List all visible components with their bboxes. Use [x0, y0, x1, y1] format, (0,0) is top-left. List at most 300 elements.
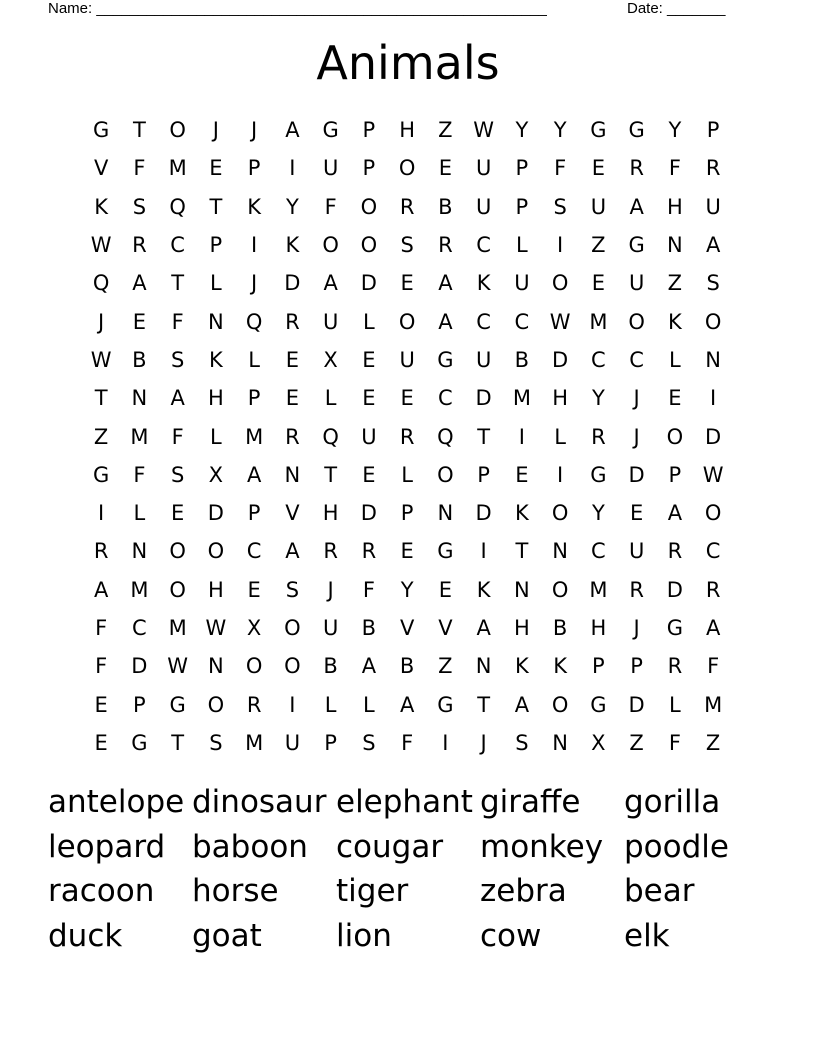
grid-letter: R — [93, 539, 109, 564]
grid-letter: Z — [591, 233, 606, 258]
grid-letter: E — [362, 347, 376, 372]
grid-letter: P — [133, 692, 146, 717]
word-list-item: elk — [624, 918, 670, 955]
grid-letter: K — [476, 271, 491, 296]
grid-letter: W — [90, 233, 112, 258]
grid-letter: E — [285, 347, 300, 372]
grid-letter: A — [323, 271, 338, 296]
grid-letter: P — [630, 654, 643, 679]
grid-letter: L — [669, 692, 681, 717]
grid-letter: B — [323, 654, 338, 679]
grid-letter: Q — [322, 424, 339, 449]
grid-letter: Y — [591, 501, 605, 526]
grid-letter: S — [400, 233, 414, 258]
grid-letter: R — [361, 539, 377, 564]
word-list-item: elephant — [336, 784, 473, 820]
grid-letter: G — [169, 692, 186, 717]
grid-letter: V — [93, 156, 109, 181]
grid-letter: E — [400, 386, 414, 411]
grid-letter: A — [93, 577, 109, 602]
grid-letter: G — [666, 616, 684, 640]
grid-letter: A — [705, 233, 721, 258]
grid-letter: W — [167, 654, 188, 679]
grid-letter: J — [633, 616, 640, 640]
grid-letter: Y — [591, 386, 605, 411]
word-list-item: goat — [192, 918, 262, 955]
grid-letter: O — [398, 156, 416, 181]
grid-letter: E — [94, 730, 108, 755]
grid-letter: F — [95, 654, 108, 679]
grid-letter: Q — [169, 194, 186, 219]
grid-letter: O — [551, 577, 569, 602]
grid-letter: O — [360, 233, 378, 258]
date-field-label: Date: _______ — [627, 0, 726, 17]
grid-letter: P — [400, 501, 414, 526]
grid-letter: H — [513, 616, 530, 640]
grid-letter: L — [363, 692, 375, 717]
grid-letter: B — [552, 616, 568, 640]
grid-letter: J — [633, 424, 640, 449]
grid-letter: I — [557, 462, 564, 487]
grid-letter: U — [399, 347, 415, 372]
grid-letter: O — [398, 309, 416, 334]
grid-letter: C — [170, 233, 185, 258]
grid-letter: T — [477, 424, 491, 449]
grid-letter: J — [480, 730, 487, 755]
letter-grid — [82, 111, 732, 762]
grid-letter: J — [633, 386, 640, 411]
grid-letter: V — [399, 616, 415, 640]
grid-letter: V — [285, 501, 300, 526]
grid-letter: E — [438, 156, 453, 181]
grid-row — [82, 724, 732, 762]
grid-letter: O — [551, 501, 569, 526]
grid-letter: J — [251, 271, 258, 296]
word-list-item: monkey — [480, 828, 604, 865]
grid-letter: O — [284, 616, 301, 640]
word-list-item: racoon — [48, 873, 155, 910]
grid-letter: E — [94, 692, 108, 717]
grid-letter: T — [132, 118, 146, 143]
grid-letter: E — [668, 386, 682, 411]
grid-letter: D — [475, 501, 492, 526]
grid-letter: R — [591, 424, 606, 449]
grid-letter: M — [245, 424, 264, 449]
grid-letter: C — [591, 539, 606, 564]
grid-letter: U — [628, 271, 645, 296]
grid-letter: J — [251, 118, 258, 143]
grid-letter: K — [208, 347, 223, 372]
grid-letter: W — [702, 462, 724, 487]
grid-letter: E — [400, 271, 414, 296]
grid-letter: U — [705, 194, 721, 219]
grid-letter: H — [322, 501, 339, 526]
grid-letter: J — [98, 309, 105, 334]
grid-letter: R — [132, 233, 147, 258]
grid-row — [82, 456, 732, 494]
grid-letter: Z — [667, 271, 683, 296]
grid-letter: U — [322, 616, 339, 640]
grid-letter: L — [669, 347, 681, 372]
grid-letter: F — [133, 156, 146, 181]
grid-letter: O — [628, 309, 645, 334]
grid-letter: G — [590, 118, 607, 143]
grid-letter: X — [246, 616, 262, 640]
grid-letter: Y — [400, 577, 414, 602]
grid-letter: E — [515, 462, 529, 487]
grid-letter: T — [209, 194, 223, 219]
grid-letter: I — [557, 233, 564, 258]
grid-letter: M — [130, 577, 149, 602]
grid-letter: S — [132, 194, 147, 219]
grid-letter: B — [132, 347, 147, 372]
grid-letter: O — [704, 309, 722, 334]
grid-letter: Z — [438, 118, 453, 143]
grid-row — [82, 685, 732, 723]
grid-letter: R — [399, 424, 415, 449]
grid-letter: U — [284, 730, 301, 755]
grid-letter: Q — [245, 309, 263, 334]
grid-letter: Y — [515, 118, 529, 143]
grid-letter: X — [323, 347, 338, 372]
grid-letter: U — [475, 347, 492, 372]
grid-letter: X — [208, 462, 224, 487]
grid-letter: D — [705, 424, 722, 449]
grid-letter: P — [592, 654, 605, 679]
grid-letter: M — [512, 386, 531, 411]
grid-letter: T — [477, 692, 491, 717]
grid-letter: W — [473, 118, 494, 143]
grid-letter: C — [705, 539, 721, 564]
grid-letter: O — [207, 539, 225, 564]
grid-letter: K — [667, 309, 682, 334]
grid-letter: A — [132, 271, 147, 296]
grid-letter: X — [591, 730, 606, 755]
grid-letter: R — [438, 233, 453, 258]
grid-letter: Y — [553, 118, 567, 143]
grid-letter: W — [549, 309, 571, 334]
grid-letter: R — [246, 692, 262, 717]
grid-letter: A — [476, 616, 491, 640]
grid-letter: U — [590, 194, 607, 219]
grid-letter: F — [707, 654, 720, 679]
word-list-item: leopard — [48, 828, 166, 865]
grid-row — [82, 149, 732, 187]
grid-letter: M — [589, 577, 608, 602]
word-list-item: tiger — [336, 873, 409, 910]
grid-letter: T — [324, 462, 338, 487]
grid-letter: L — [324, 386, 337, 411]
grid-letter: N — [284, 462, 301, 487]
word-list-item: poodle — [624, 828, 729, 865]
grid-letter: Z — [438, 654, 453, 679]
grid-letter: Z — [705, 730, 721, 755]
grid-letter: N — [667, 233, 683, 258]
grid-letter: G — [437, 692, 454, 717]
grid-row — [82, 571, 732, 609]
grid-letter: N — [475, 654, 492, 679]
grid-letter: O — [169, 118, 186, 143]
word-list — [48, 782, 768, 961]
grid-letter: H — [399, 118, 416, 143]
grid-row — [82, 532, 732, 570]
grid-letter: M — [245, 730, 264, 755]
grid-letter: R — [667, 654, 683, 679]
grid-letter: A — [170, 386, 185, 411]
grid-row — [82, 609, 732, 647]
grid-letter: L — [210, 271, 222, 296]
grid-letter: D — [475, 386, 492, 411]
grid-letter: S — [706, 271, 720, 296]
grid-letter: F — [554, 156, 567, 181]
grid-letter: G — [590, 462, 607, 487]
grid-letter: G — [92, 118, 110, 143]
grid-letter: V — [438, 616, 453, 640]
grid-row — [82, 417, 732, 455]
grid-row — [82, 226, 732, 264]
grid-letter: G — [322, 118, 339, 143]
grid-letter: D — [360, 501, 377, 526]
grid-letter: O — [551, 271, 569, 296]
grid-row — [82, 379, 732, 417]
grid-letter: N — [514, 577, 530, 602]
grid-letter: L — [133, 501, 146, 526]
grid-letter: A — [246, 462, 262, 487]
grid-letter: R — [629, 577, 644, 602]
grid-letter: P — [247, 386, 261, 411]
grid-letter: D — [666, 577, 683, 602]
word-list-item: zebra — [480, 873, 567, 910]
grid-letter: S — [170, 462, 185, 487]
grid-letter: A — [705, 616, 721, 640]
grid-letter: I — [289, 156, 296, 181]
grid-letter: R — [285, 309, 300, 334]
grid-letter: O — [284, 654, 301, 679]
grid-letter: G — [628, 233, 645, 258]
grid-letter: N — [131, 386, 148, 411]
word-list-item: giraffe — [480, 784, 581, 820]
grid-letter: G — [590, 692, 607, 717]
grid-letter: I — [710, 386, 717, 411]
grid-letter: H — [666, 194, 683, 219]
grid-letter: K — [285, 233, 300, 258]
grid-letter: G — [131, 730, 148, 755]
grid-letter: E — [362, 462, 376, 487]
grid-letter: Q — [437, 424, 454, 449]
grid-letter: M — [168, 616, 187, 640]
grid-letter: J — [327, 577, 334, 602]
word-list-item: dinosaur — [192, 784, 327, 820]
grid-letter: U — [514, 271, 530, 296]
grid-letter: P — [247, 156, 261, 181]
grid-letter: R — [285, 424, 300, 449]
grid-letter: U — [475, 194, 492, 219]
grid-letter: W — [90, 347, 112, 372]
grid-letter: A — [514, 692, 530, 717]
grid-letter: F — [171, 424, 184, 449]
grid-letter: R — [629, 156, 644, 181]
grid-letter: E — [132, 309, 147, 334]
grid-letter: D — [628, 462, 645, 487]
grid-letter: I — [98, 501, 105, 526]
grid-letter: E — [438, 577, 453, 602]
grid-letter: D — [284, 271, 301, 296]
grid-letter: O — [245, 654, 263, 679]
grid-letter: A — [438, 271, 453, 296]
grid-letter: P — [515, 194, 529, 219]
grid-letter: L — [363, 309, 375, 334]
grid-letter: O — [360, 194, 378, 219]
grid-letter: M — [589, 309, 608, 334]
grid-letter: M — [130, 424, 149, 449]
grid-letter: Y — [285, 194, 299, 219]
grid-letter: C — [476, 309, 491, 334]
grid-letter: N — [552, 539, 568, 564]
grid-letter: E — [591, 156, 606, 181]
word-list-item: bear — [624, 873, 695, 910]
grid-letter: B — [514, 347, 530, 372]
word-list-item: duck — [48, 918, 123, 955]
grid-letter: L — [210, 424, 222, 449]
grid-letter: K — [247, 194, 262, 219]
grid-letter: N — [208, 654, 224, 679]
grid-letter: A — [438, 309, 453, 334]
grid-letter: A — [285, 539, 300, 564]
name-field-label: Name: ______________________________________________________ — [48, 0, 547, 17]
grid-letter: C — [246, 539, 262, 564]
grid-letter: K — [553, 654, 568, 679]
grid-letter: N — [208, 309, 224, 334]
grid-letter: G — [92, 462, 110, 487]
grid-letter: E — [591, 271, 606, 296]
grid-letter: L — [248, 347, 260, 372]
word-list-item: gorilla — [624, 784, 721, 820]
grid-letter: O — [322, 233, 339, 258]
grid-letter: O — [666, 424, 684, 449]
grid-letter: O — [437, 462, 454, 487]
grid-row — [82, 341, 732, 379]
grid-letter: S — [209, 730, 223, 755]
grid-letter: N — [437, 501, 454, 526]
grid-letter: T — [515, 539, 529, 564]
grid-letter: N — [131, 539, 148, 564]
grid-letter: A — [285, 118, 300, 143]
grid-letter: R — [705, 577, 721, 602]
grid-letter: F — [668, 156, 681, 181]
grid-letter: W — [205, 616, 227, 640]
grid-row — [82, 111, 732, 149]
grid-letter: N — [552, 730, 568, 755]
grid-letter: F — [401, 730, 414, 755]
grid-letter: B — [399, 654, 415, 679]
grid-letter: O — [169, 577, 186, 602]
grid-letter: S — [170, 347, 185, 372]
word-list-item: horse — [192, 873, 279, 910]
grid-letter: U — [475, 156, 492, 181]
grid-letter: G — [437, 539, 454, 564]
grid-letter: F — [171, 309, 184, 334]
grid-letter: R — [667, 539, 683, 564]
grid-letter: F — [133, 462, 146, 487]
grid-letter: Z — [629, 730, 644, 755]
grid-letter: K — [94, 194, 109, 219]
grid-letter: O — [704, 501, 722, 526]
grid-letter: H — [207, 386, 224, 411]
grid-letter: D — [628, 692, 645, 717]
grid-letter: K — [514, 501, 529, 526]
grid-letter: F — [362, 577, 375, 602]
grid-letter: O — [169, 539, 186, 564]
grid-letter: D — [360, 271, 377, 296]
grid-letter: P — [706, 118, 720, 143]
grid-letter: B — [361, 616, 377, 640]
grid-letter: U — [361, 424, 377, 449]
grid-letter: M — [704, 692, 723, 717]
grid-letter: C — [514, 309, 530, 334]
grid-letter: P — [324, 730, 337, 755]
word-list-item: baboon — [192, 828, 308, 865]
grid-letter: I — [289, 692, 296, 717]
grid-letter: F — [95, 616, 108, 640]
grid-letter: R — [323, 539, 338, 564]
grid-letter: Y — [668, 118, 682, 143]
grid-letter: S — [515, 730, 529, 755]
header — [48, 0, 748, 18]
grid-letter: F — [324, 194, 337, 219]
grid-letter: P — [668, 462, 682, 487]
grid-letter: I — [480, 539, 487, 564]
grid-letter: E — [170, 501, 185, 526]
word-list-item: lion — [336, 918, 392, 955]
grid-letter: O — [207, 692, 225, 717]
grid-letter: D — [131, 654, 148, 679]
grid-letter: T — [94, 386, 108, 411]
grid-letter: E — [400, 539, 414, 564]
grid-letter: R — [399, 194, 415, 219]
grid-letter: S — [362, 730, 376, 755]
grid-row — [82, 494, 732, 532]
grid-row — [82, 647, 732, 685]
grid-letter: K — [476, 577, 491, 602]
grid-letter: E — [629, 501, 644, 526]
grid-letter: H — [590, 616, 607, 640]
grid-letter: I — [442, 730, 449, 755]
grid-letter: D — [552, 347, 569, 372]
grid-letter: K — [514, 654, 529, 679]
grid-letter: B — [438, 194, 453, 219]
grid-letter: G — [437, 347, 454, 372]
grid-letter: O — [551, 692, 569, 717]
grid-letter: C — [591, 347, 606, 372]
grid-letter: R — [705, 156, 721, 181]
grid-letter: L — [401, 462, 413, 487]
word-list-item: cow — [480, 918, 542, 955]
grid-letter: E — [285, 386, 300, 411]
grid-letter: E — [247, 577, 261, 602]
grid-letter: A — [399, 692, 415, 717]
grid-letter: P — [209, 233, 223, 258]
grid-letter: T — [171, 730, 185, 755]
grid-letter: J — [212, 118, 219, 143]
grid-letter: L — [324, 692, 337, 717]
word-list-item: cougar — [336, 828, 444, 865]
word-list-item: antelope — [48, 784, 185, 820]
grid-letter: C — [476, 233, 491, 258]
grid-row — [82, 188, 732, 226]
grid-letter: A — [629, 194, 644, 219]
grid-letter: U — [628, 539, 645, 564]
grid-letter: P — [515, 156, 529, 181]
